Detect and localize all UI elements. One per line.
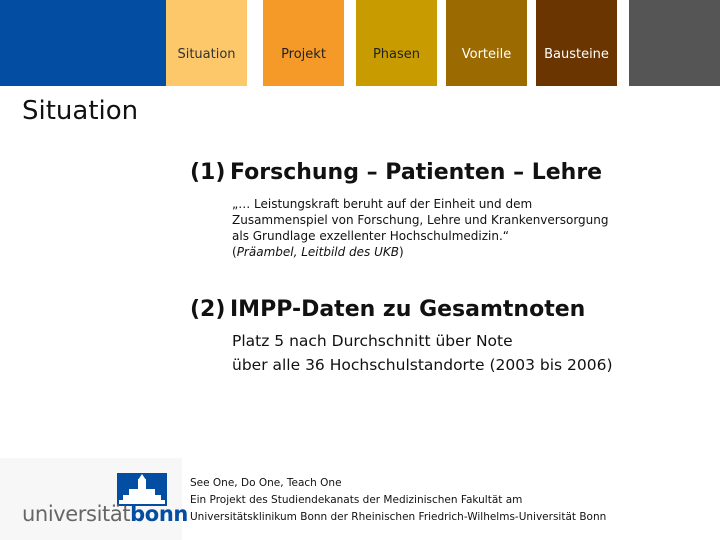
item-2-heading (190, 297, 585, 322)
logo-suffix: bonn (130, 502, 188, 526)
item-1-number: (1) (190, 160, 226, 185)
top-navigation-bar (0, 0, 720, 86)
quote-line: als Grundlage exzellenter Hochschulmedizin.“ (232, 229, 510, 243)
item-1-heading (190, 160, 602, 185)
quote-source (232, 244, 662, 260)
source-paren-open: ( (232, 245, 237, 259)
tab-phasen[interactable] (356, 0, 437, 86)
item-1-title: Forschung – Patienten – Lehre (230, 160, 603, 185)
item-2-number: (2) (190, 297, 226, 322)
impp-details (232, 329, 672, 377)
logo-prefix: universität (22, 502, 131, 526)
tab-label: Bausteine (544, 46, 609, 62)
footer-line: See One, Do One, Teach One (190, 477, 342, 489)
tab-label: Projekt (281, 46, 326, 62)
page-title: Situation (22, 96, 139, 126)
leitbild-quote (232, 196, 662, 260)
header-grey-block (629, 0, 720, 86)
tab-label: Vorteile (461, 46, 512, 62)
tab-situation[interactable] (166, 0, 247, 86)
quote-line: „… Leistungskraft beruht auf der Einheit und dem (232, 197, 533, 211)
tab-label: Phasen (372, 46, 421, 62)
tab-label: Situation (177, 46, 236, 62)
item-2-title: IMPP-Daten zu Gesamtnoten (230, 297, 586, 322)
tab-projekt[interactable] (263, 0, 344, 86)
tab-bausteine[interactable] (536, 0, 617, 86)
detail-line: Platz 5 nach Durchschnitt über Note (232, 332, 513, 350)
detail-line: über alle 36 Hochschulstandorte (2003 bis 2006) (232, 356, 613, 374)
footer-line: Universitätsklinikum Bonn der Rheinischen Friedrich-Wilhelms-Universität Bonn (190, 511, 607, 523)
source-paren-close: ) (399, 245, 404, 259)
footer-line: Ein Projekt des Studiendekanats der Medizinischen Fakultät am (190, 494, 523, 506)
university-logo (22, 502, 188, 526)
tab-vorteile[interactable] (446, 0, 527, 86)
brand-color-block (0, 0, 166, 86)
source-text: Präambel, Leitbild des UKB (236, 245, 399, 259)
quote-line: Zusammenspiel von Forschung, Lehre und Krankenversorgung (232, 213, 609, 227)
footer-text (190, 475, 690, 526)
